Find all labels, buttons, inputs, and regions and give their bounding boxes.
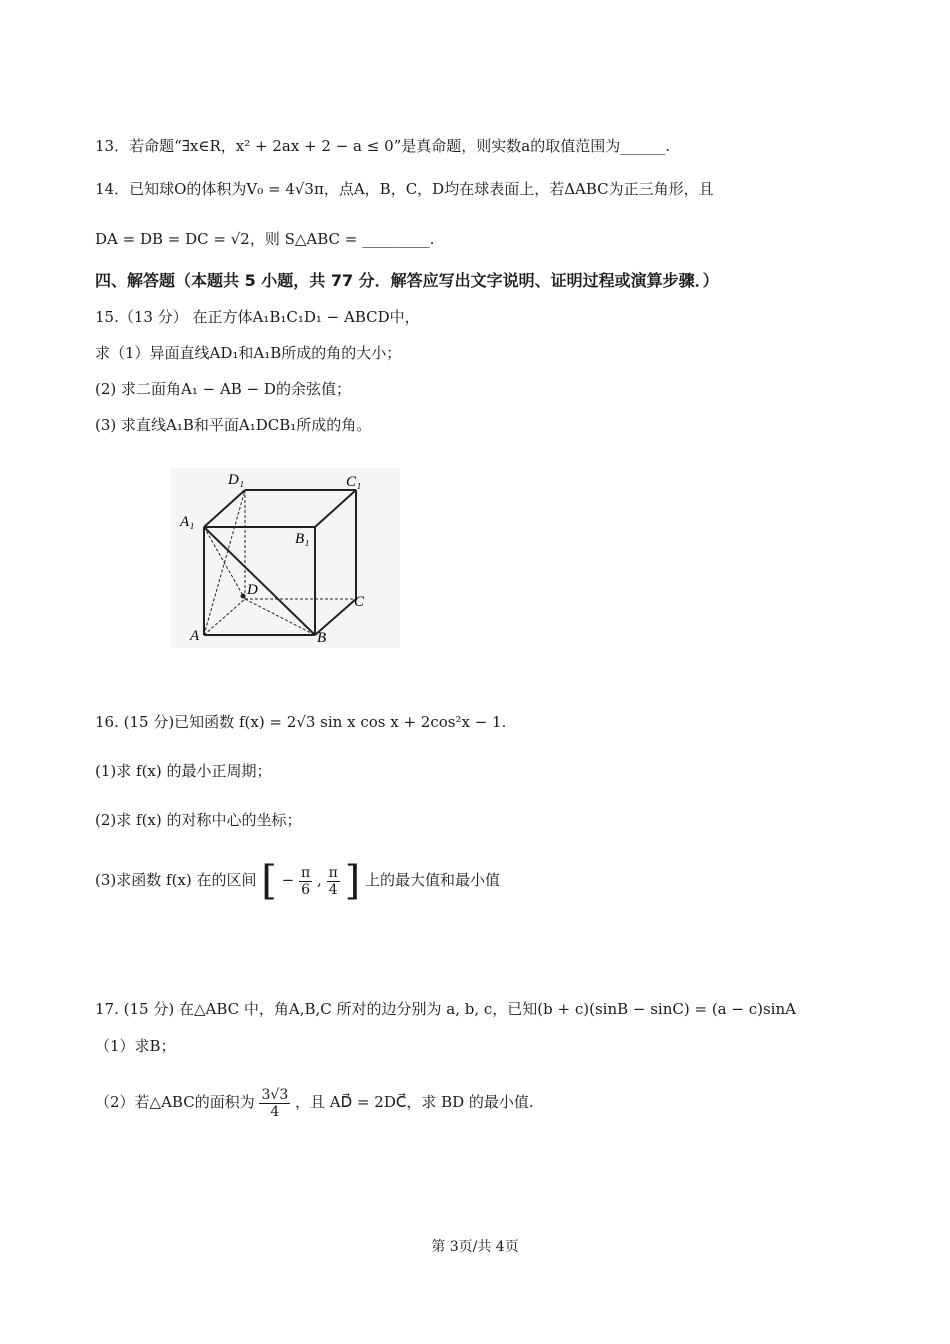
question-14-line-2: DA = DB = DC = √2，则 S△ABC = _________. [95, 230, 435, 248]
question-15-line-1: 15.（13 分） 在正方体A₁B₁C₁D₁ − ABCD中， [95, 308, 420, 326]
left-bracket: [ [261, 858, 277, 904]
label-c: C [354, 594, 365, 610]
fraction-pi-over-4: $\frac{\pi}{4}$ [328, 864, 338, 898]
question-16-line-1: 16. (15 分)已知函数 f(x) = 2√3 sin x cos x + 2cos²x − 1. [95, 713, 507, 731]
question-14-line-1: 14．已知球O的体积为V₀ = 4√3π，点A，B，C，D均在球表面上，若ΔABC为正三角形，且 [95, 180, 714, 198]
question-15-line-3: (2) 求二面角A₁ − AB − D的余弦值； [95, 380, 351, 398]
question-13: 13．若命题“∃x∈R，x² + 2ax + 2 − a ≤ 0”是真命题，则实数a的取值范围为______. [95, 137, 670, 155]
label-a: A [190, 628, 200, 644]
question-15-line-4: (3) 求直线A₁B和平面A₁DCB₁所成的角。 [95, 416, 372, 434]
q16-part3-prefix: (3)求函数 f(x) 在的区间 [95, 871, 257, 889]
label-d: D [247, 582, 258, 598]
label-c1: C₁ [346, 474, 362, 490]
question-16-line-4 [95, 856, 500, 904]
cube-diagram [170, 468, 400, 648]
fraction-3root3-over-4: $\frac{3√3}{4}$ [261, 1086, 289, 1120]
question-17-line-1: 17. (15 分) 在△ABC 中，角A,B,C 所对的边分别为 a, b, c，已知(b + c)(sinB − sinC) = (a − c)sinA [95, 1000, 796, 1018]
question-16-line-3: (2)求 f(x) 的对称中心的坐标； [95, 811, 302, 829]
cube-figure [170, 468, 400, 648]
question-17-line-2: （1）求B； [95, 1037, 176, 1055]
label-d1: D₁ [228, 472, 245, 488]
section-4-heading: 四、解答题（本题共 5 小题，共 77 分．解答应写出文字说明、证明过程或演算步骤．） [95, 271, 719, 290]
page-footer: 第 3页/共 4页 [431, 1239, 519, 1255]
question-16-line-2: (1)求 f(x) 的最小正周期； [95, 762, 272, 780]
fraction-pi-over-6: $\frac{\pi}{6}$ [301, 864, 311, 898]
q17-part2-suffix: ，且 AD⃗ = 2DC⃗，求 BD 的最小值. [295, 1093, 534, 1111]
label-a1: A₁ [180, 514, 195, 530]
minus-sign: − [281, 871, 295, 889]
label-b1: B₁ [295, 531, 310, 547]
q17-part2-prefix: （2）若△ABC的面积为 [95, 1093, 255, 1111]
q16-part3-suffix: 上的最大值和最小值 [364, 871, 500, 889]
question-17-line-3 [95, 1080, 534, 1124]
right-bracket: ] [344, 858, 361, 904]
comma: , [317, 871, 322, 889]
question-15-line-2: 求（1）异面直线AD₁和A₁B所成的角的大小； [95, 344, 402, 362]
label-b: B [317, 630, 327, 646]
